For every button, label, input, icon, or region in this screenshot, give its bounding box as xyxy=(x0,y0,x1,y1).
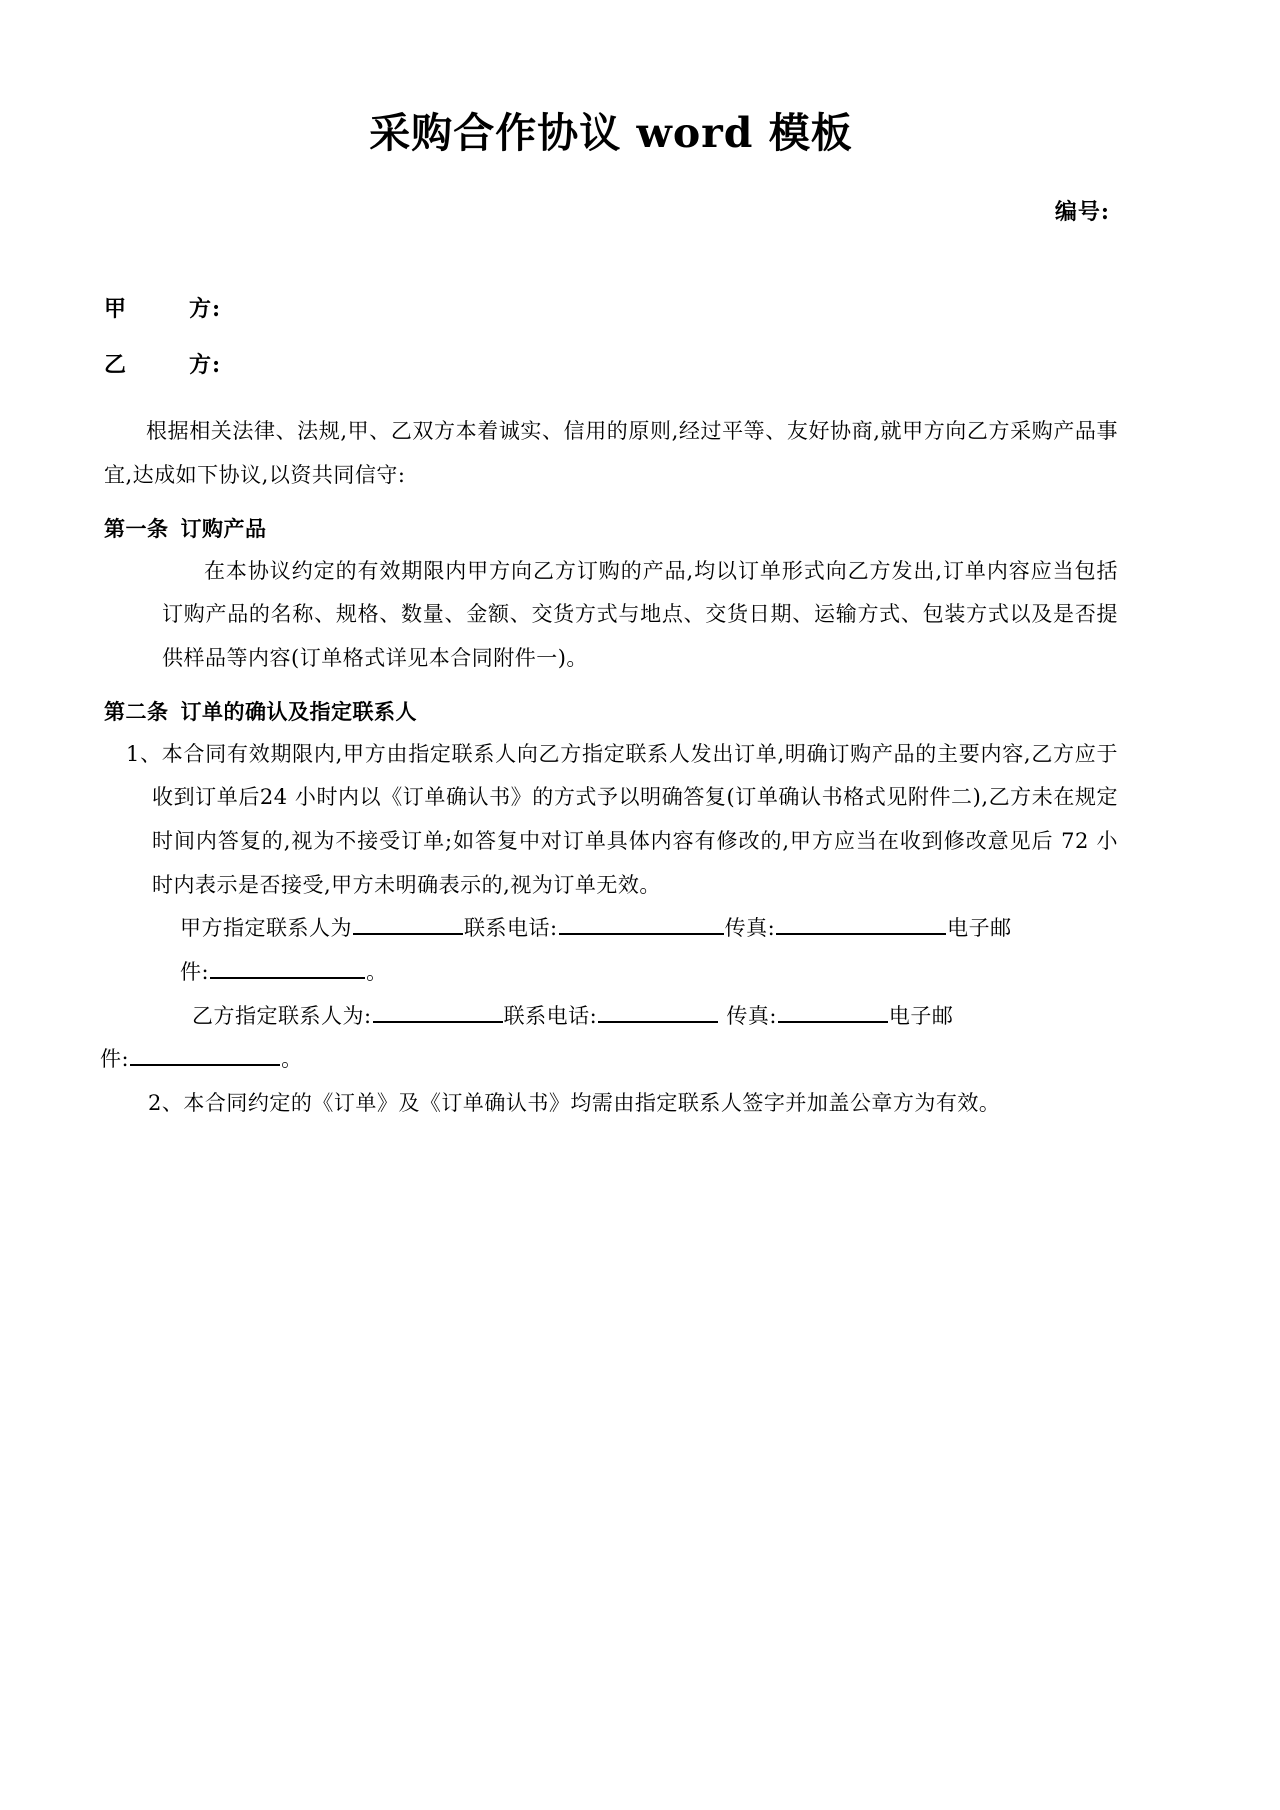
preamble-paragraph: 根据相关法律、法规,甲、乙双方本着诚实、信用的原则,经过平等、友好协商,就甲方向乙方采购产品事宜,达成如下协议,以资共同信守: xyxy=(104,419,1118,487)
section-2-item-2: 2、本合同约定的《订单》及《订单确认书》均需由指定联系人签字并加盖公章方为有效。 xyxy=(148,1090,1001,1115)
party-a-line xyxy=(104,296,1118,323)
section-heading-1 xyxy=(104,508,1118,550)
section-2-title: 订单的确认及指定联系人 xyxy=(180,698,417,724)
section-2-item-1: 1、本合同有效期限内,甲方由指定联系人向乙方指定联系人发出订单,明确订购产品的主要内容,乙方应于收到订单后24 小时内以《订单确认书》的方式予以明确答复(订单确认书格式见附件二),乙方未在规定时间内答复的,视为不接受订单;如答复中对订单具体内容有修改的,甲方应当在收到修改意见后 72 小时内表示是否接受,甲方未明确表示的,视为订单无效。 xyxy=(126,741,1118,897)
section-2-number: 第二条 xyxy=(104,698,169,724)
contact-party-b-line-2 xyxy=(100,1038,1118,1082)
document-number-label: 编号: xyxy=(1054,199,1110,226)
contact-a-phone-label: 联系电话: xyxy=(464,916,558,941)
contact-a-name-blank[interactable] xyxy=(353,911,463,935)
contact-a-period: 。 xyxy=(366,959,388,984)
contact-a-email-label: 电子邮 xyxy=(947,916,1012,941)
spacer xyxy=(104,681,1118,691)
contact-party-a-line-2 xyxy=(104,951,1118,995)
document-content xyxy=(100,0,1118,1126)
contact-b-phone-blank[interactable] xyxy=(598,999,718,1023)
contact-a-prefix: 甲方指定联系人为 xyxy=(180,916,352,941)
contact-b-phone-label: 联系电话: xyxy=(503,1003,598,1028)
contact-b-fax-label: 传真: xyxy=(726,1003,777,1028)
party-block xyxy=(104,226,1118,379)
contact-b-email-blank[interactable] xyxy=(130,1042,280,1066)
party-a-suffix: 方: xyxy=(189,296,222,323)
spacer xyxy=(104,498,1118,508)
contact-b-period: 。 xyxy=(281,1047,303,1072)
party-b-suffix: 方: xyxy=(189,352,222,379)
party-a-label: 甲 xyxy=(104,296,128,323)
section-1-number: 第一条 xyxy=(104,515,169,541)
contact-party-b-line-1 xyxy=(104,995,1118,1039)
contact-b-fax-blank[interactable] xyxy=(778,999,888,1023)
section-heading-2 xyxy=(104,691,1118,733)
contact-a-email-label-tail: 件: xyxy=(180,959,210,984)
contact-a-email-blank[interactable] xyxy=(210,955,365,979)
section-1-title: 订购产品 xyxy=(180,515,267,541)
contact-party-a-line-1 xyxy=(104,907,1118,951)
party-b-label: 乙 xyxy=(104,352,128,379)
contact-a-fax-label: 传真: xyxy=(724,916,776,941)
contact-b-prefix: 乙方指定联系人为: xyxy=(192,1003,372,1028)
page-title: 采购合作协议 word 模板 xyxy=(369,109,853,157)
contact-b-name-blank[interactable] xyxy=(373,999,503,1023)
section-1-body: 在本协议约定的有效期限内甲方向乙方订购的产品,均以订单形式向乙方发出,订单内容应当包括订购产品的名称、规格、数量、金额、交货方式与地点、交货日期、运输方式、包装方式以及是否提供样品等内容(订单格式详见本合同附件一)。 xyxy=(162,558,1118,670)
contact-b-email-label: 电子邮 xyxy=(888,1003,954,1028)
contact-a-phone-blank[interactable] xyxy=(559,911,724,935)
contact-b-email-label-tail: 件: xyxy=(100,1047,130,1072)
party-b-line xyxy=(104,352,1118,379)
contact-a-fax-blank[interactable] xyxy=(776,911,946,935)
